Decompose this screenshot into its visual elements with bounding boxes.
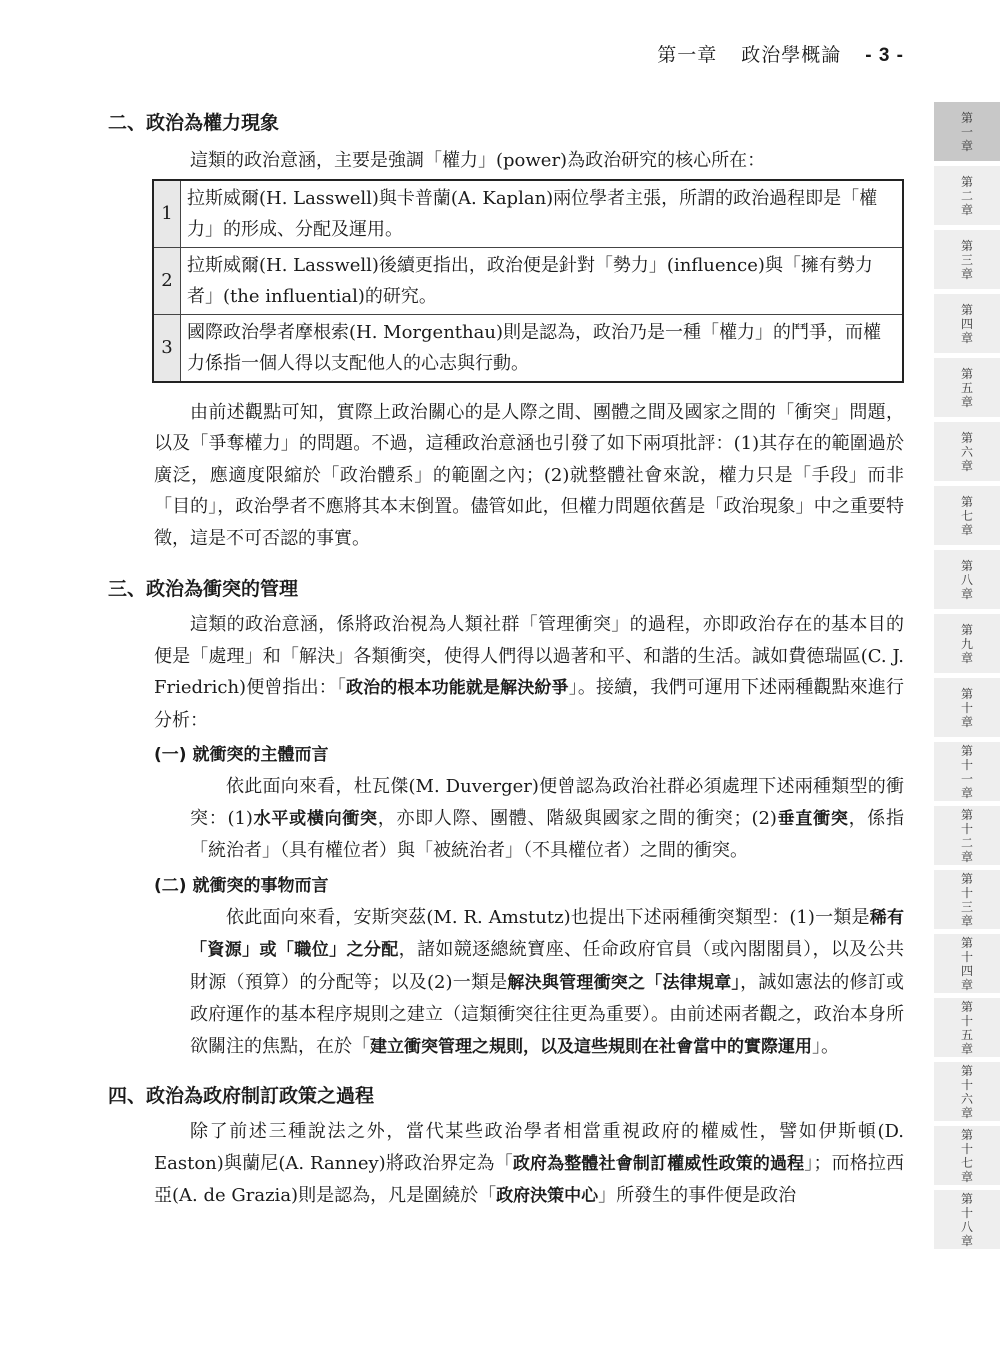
chapter-tab-char: 十 — [960, 1077, 973, 1092]
section-3-paragraph — [154, 609, 904, 736]
chapter-tab-char: 章 — [960, 202, 973, 217]
chapter-tab-char: 四 — [960, 316, 973, 331]
chapter-tab-char: 五 — [960, 380, 973, 395]
chapter-tab[interactable] — [934, 1126, 1000, 1185]
subsection-heading-1: (一) 就衝突的主體而言 — [154, 745, 329, 765]
emphasis-text: 建立衝突管理之規則，以及這些規則在社會當中的實際運用 — [370, 1036, 812, 1057]
chapter-tab-char: 第 — [960, 1127, 973, 1142]
section-heading-3: 三、政治為衝突的管理 — [108, 578, 299, 600]
row-number: 2 — [153, 247, 181, 314]
running-header — [657, 40, 904, 67]
chapter-tab[interactable] — [934, 550, 1000, 609]
chapter-tab-char: 五 — [960, 1027, 973, 1042]
chapter-tab-char: 十 — [960, 1205, 973, 1220]
text-run: ，誠如憲法的修訂或政府運作的基本程序規則之建立（這類衝突往往更為重要）。由前述兩者觀之，政治本身所欲關注的焦點，在於「 — [190, 971, 905, 1057]
chapter-tab[interactable] — [934, 230, 1000, 289]
chapter-tab-char: 第 — [960, 1191, 973, 1206]
chapter-tab-char: 章 — [960, 522, 973, 537]
chapter-tab-char: 三 — [960, 252, 973, 267]
text-run: 這類的政治意涵，係將政治視為人類社群「管理衝突」的過程，亦即政治存在的基本目的便是「處理」和「解決」各類衝突，使得人們得以過著和平、和諧的生活。誠如費德瑞區(C. J. Friedrich)便曾指出：「 — [154, 614, 904, 698]
table-row — [153, 247, 903, 314]
power-views-table — [152, 179, 904, 383]
chapter-tab-char: 章 — [960, 586, 973, 601]
emphasis-text: 政治的根本功能就是解決紛爭 — [346, 678, 569, 698]
chapter-tab-char: 章 — [960, 650, 973, 665]
text-run: ，係指「統治者」（具有權位者）與「被統治者」（不具權位者）之間的衝突。 — [190, 807, 905, 861]
chapter-tab-char: 十 — [960, 1013, 973, 1028]
chapter-tab-char: 第 — [960, 110, 973, 125]
chapter-tab-char: 十 — [960, 885, 973, 900]
page-number: - 3 - — [865, 45, 904, 66]
chapter-tab-char: 第 — [960, 366, 973, 381]
chapter-tab-char: 章 — [960, 458, 973, 473]
chapter-tab-char: 六 — [960, 1091, 973, 1106]
text-run: 」所發生的事件便是政治 — [598, 1185, 797, 1206]
emphasis-text: 垂直衝突 — [776, 808, 849, 829]
chapter-tab-char: 第 — [960, 1063, 973, 1078]
chapter-tab[interactable] — [934, 742, 1000, 801]
emphasis-text: 解決與管理衝突之「法律規章」 — [507, 972, 741, 993]
chapter-tab-char: 第 — [960, 174, 973, 189]
chapter-tab[interactable] — [934, 166, 1000, 225]
chapter-tab-char: 九 — [960, 636, 973, 651]
chapter-tab-char: 三 — [960, 899, 973, 914]
subsection-2-paragraph — [190, 902, 904, 1064]
chapter-tab-char: 第 — [960, 430, 973, 445]
chapter-title: 政治學概論 — [741, 44, 842, 66]
chapter-tab-char: 章 — [960, 714, 973, 729]
text-run: 除了前述三種說法之外，當代某些政治學者相當重視政府的權威性，譬如伊斯頓(D. Easton)與蘭尼(A. Ranney)將政治界定為「 — [154, 1121, 904, 1174]
chapter-tab-char: 章 — [960, 785, 973, 800]
chapter-tab[interactable] — [934, 678, 1000, 737]
chapter-tab-char: 八 — [960, 572, 973, 587]
chapter-tab-char: 章 — [960, 1041, 973, 1056]
chapter-tab-char: 十 — [960, 821, 973, 836]
page-body — [108, 108, 904, 1213]
chapter-tab-char: 章 — [960, 849, 973, 864]
chapter-tab-char: 十 — [960, 700, 973, 715]
chapter-tab[interactable] — [934, 1062, 1000, 1121]
row-number: 3 — [153, 314, 181, 382]
text-run: 」。 — [812, 1035, 839, 1057]
section-heading-2: 二、政治為權力現象 — [108, 112, 280, 134]
text-run: 」。接續，我們可運用下述兩種觀點來進行分析： — [154, 677, 905, 731]
section-2-paragraph: 由前述觀點可知，實際上政治關心的是人際之間、團體之間及國家之間的「衝突」問題，以及「爭奪權力」的問題。不過，這種政治意涵也引發了如下兩項批評：(1)其存在的範圍過於廣泛，應適度限縮於「政治體系」的範圍之內；(2)就整體社會來說，權力只是「手段」而非「目的」，政治學者不應將其本末倒置。儘管如此，但權力問題依舊是「政治現象」中之重要特徵，這是不可否認的事實。 — [154, 401, 904, 549]
chapter-tab-char: 第 — [960, 999, 973, 1014]
chapter-label: 第一章 — [657, 44, 718, 66]
chapter-tab-char: 八 — [960, 1219, 973, 1234]
chapter-tab-char: 章 — [960, 330, 973, 345]
row-text: 國際政治學者摩根索(H. Morgenthau)則是認為，政治乃是一種「權力」的鬥爭，而權力係指一個人得以支配他人的心志與行動。 — [181, 314, 904, 382]
subsection-1-paragraph — [190, 771, 904, 867]
chapter-tab-char: 第 — [960, 935, 973, 950]
chapter-tab-char: 章 — [960, 977, 973, 992]
chapter-tab[interactable] — [934, 806, 1000, 865]
chapter-tab-char: 七 — [960, 508, 973, 523]
chapter-tab[interactable] — [934, 870, 1000, 929]
emphasis-text: 水平或橫向衝突 — [252, 808, 378, 829]
chapter-tab-char: 一 — [960, 124, 973, 139]
text-run: 依此面向來看，安斯突茲(M. R. Amstutz)也提出下述兩種衝突類型：(1)一類是 — [226, 906, 870, 928]
section-heading-4: 四、政治為政府制訂政策之過程 — [108, 1085, 375, 1107]
text-run: 」；而格拉西亞(A. de Grazia)則是認為，凡是圍繞於「 — [154, 1152, 905, 1206]
chapter-tab-char: 章 — [960, 266, 973, 281]
chapter-tab-char: 十 — [960, 757, 973, 772]
chapter-tab-char: 第 — [960, 238, 973, 253]
chapter-tab-char: 章 — [960, 1105, 973, 1120]
row-text: 拉斯威爾(H. Lasswell)與卡普蘭(A. Kaplan)兩位學者主張，所謂的政治過程即是「權力」的形成、分配及運用。 — [181, 180, 904, 248]
chapter-tab-char: 第 — [960, 743, 973, 758]
chapter-tab-char: 六 — [960, 444, 973, 459]
chapter-tab[interactable] — [934, 998, 1000, 1057]
chapter-tab-char: 第 — [960, 807, 973, 822]
chapter-tab[interactable] — [934, 422, 1000, 481]
chapter-tab-char: 章 — [960, 913, 973, 928]
table-row — [153, 314, 903, 382]
subsection-heading-2: (二) 就衝突的事物而言 — [154, 875, 329, 896]
text-run: ，亦即人際、團體、階級與國家之間的衝突；(2) — [377, 807, 777, 829]
chapter-tab-char: 二 — [960, 835, 973, 850]
table-row — [153, 180, 903, 248]
chapter-tab-char: 一 — [960, 771, 973, 786]
chapter-tab-char: 四 — [960, 963, 973, 978]
row-number: 1 — [153, 180, 181, 248]
chapter-tab[interactable] — [934, 294, 1000, 353]
emphasis-text: 政府決策中心 — [496, 1186, 599, 1206]
section-4-paragraph — [154, 1116, 904, 1213]
chapter-tab-char: 十 — [960, 1141, 973, 1156]
chapter-tab[interactable] — [934, 1190, 1000, 1249]
chapter-tab-char: 第 — [960, 622, 973, 637]
chapter-tab-char: 章 — [960, 138, 973, 153]
chapter-tab-char: 章 — [960, 394, 973, 409]
chapter-tab-char: 七 — [960, 1155, 973, 1170]
chapter-tab-char: 第 — [960, 871, 973, 886]
chapter-tab-char: 第 — [960, 494, 973, 509]
section-2-intro: 這類的政治意涵，主要是強調「權力」(power)為政治研究的核心所在： — [190, 150, 766, 171]
emphasis-text: 政府為整體社會制訂權威性政策的過程 — [512, 1153, 805, 1174]
chapter-tab[interactable] — [934, 934, 1000, 993]
chapter-tab[interactable] — [934, 614, 1000, 673]
chapter-tab-char: 第 — [960, 686, 973, 701]
chapter-tab[interactable] — [934, 358, 1000, 417]
chapter-tab[interactable] — [934, 486, 1000, 545]
text-run: ，諸如競逐總統寶座、任命政府官員（或內閣閣員），以及公共財源（預算）的分配等；以及(2)一類是 — [190, 939, 905, 993]
chapter-tab-char: 章 — [960, 1169, 973, 1184]
chapter-tab-char: 第 — [960, 302, 973, 317]
emphasis-text: 稀有「資源」或「職位」之分配 — [190, 907, 904, 960]
text-run: 依此面向來看，杜瓦傑(M. Duverger)便曾認為政治社群必須處理下述兩種類型的衝突：(1) — [190, 776, 904, 829]
chapter-tab-char: 二 — [960, 188, 973, 203]
chapter-thumb-index — [934, 102, 1000, 1254]
chapter-tab-char: 十 — [960, 949, 973, 964]
chapter-tab-char: 第 — [960, 558, 973, 573]
chapter-tab-char: 章 — [960, 1233, 973, 1248]
row-text: 拉斯威爾(H. Lasswell)後續更指出，政治便是針對「勢力」(influence)與「擁有勢力者」(the influential)的研究。 — [181, 247, 904, 314]
chapter-tab[interactable] — [934, 102, 1000, 161]
